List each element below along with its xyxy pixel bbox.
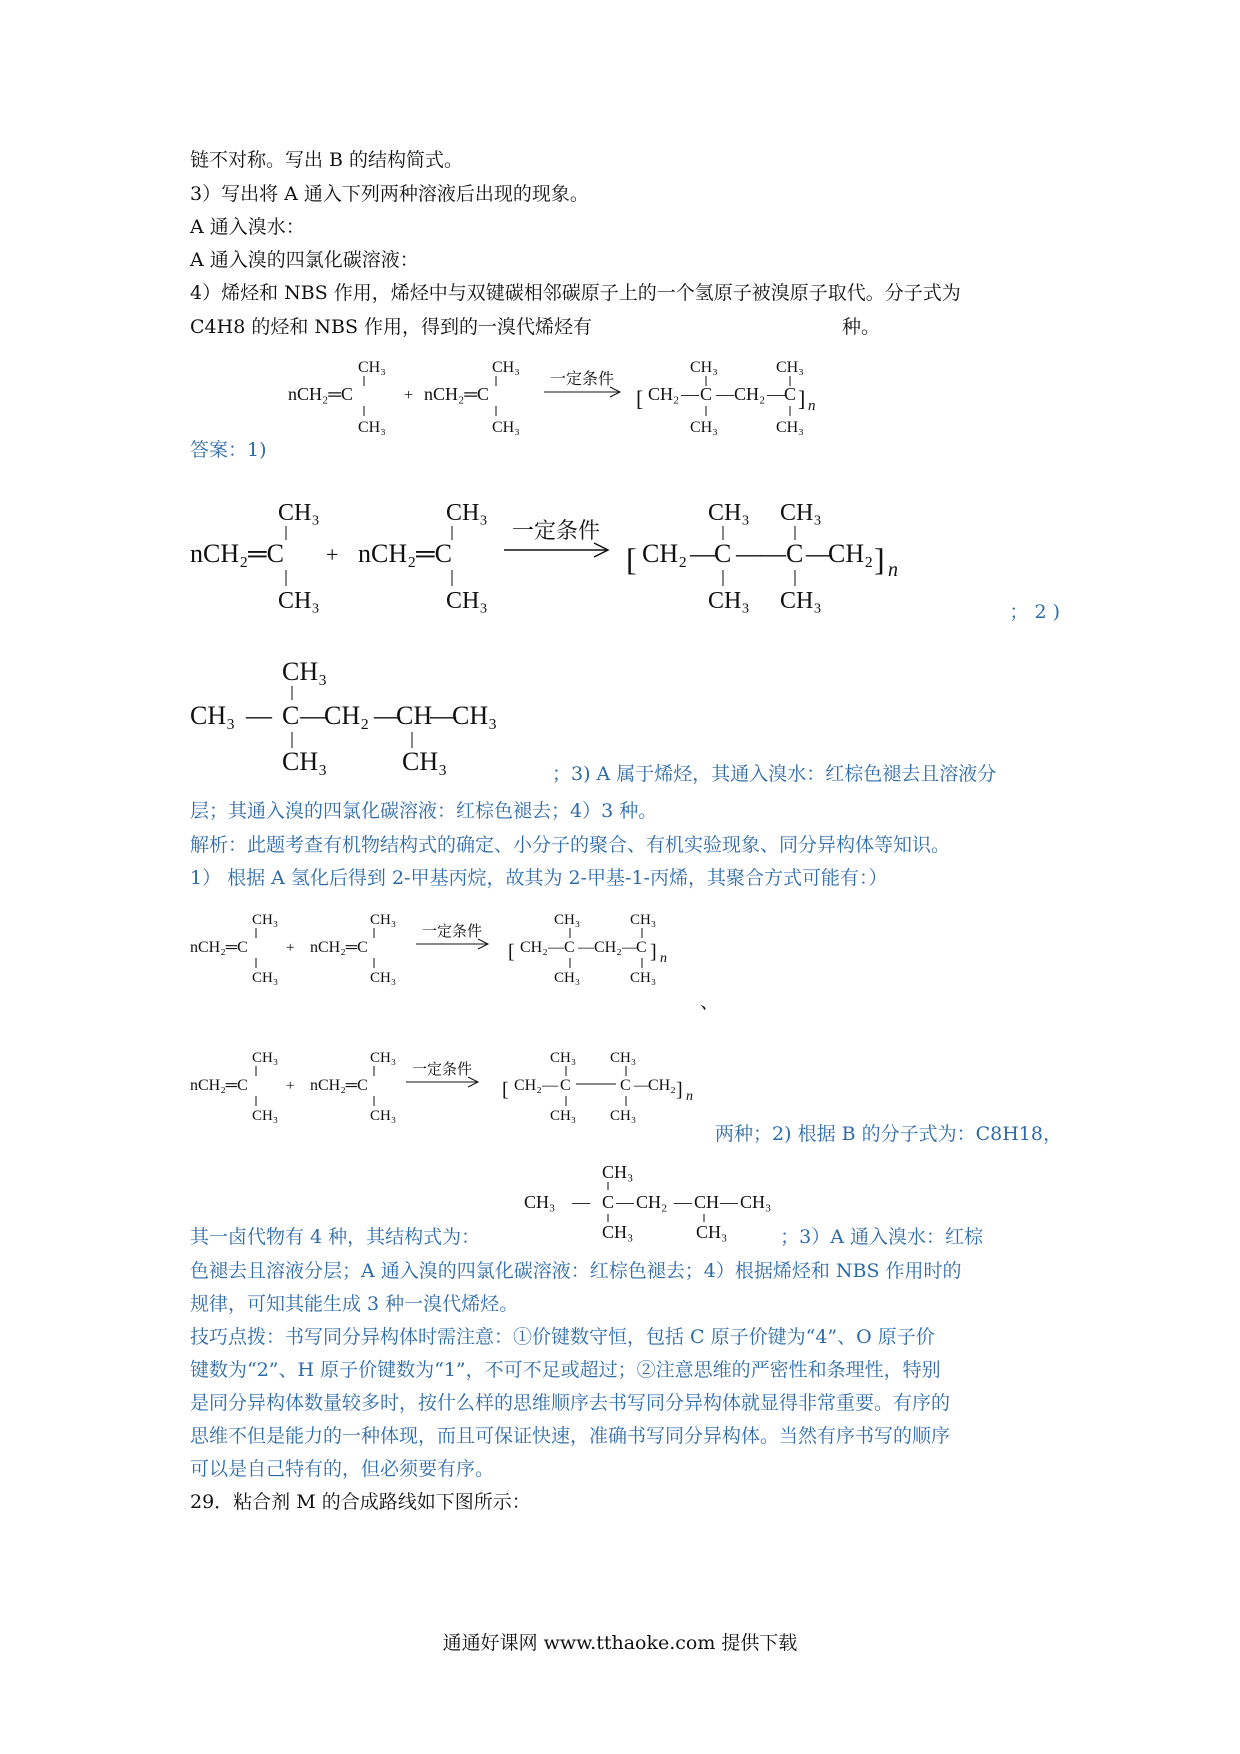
bond-dash: —	[374, 701, 400, 730]
answer-part4: 层；其通入溴的四氯化碳溶液：红棕色褪去；4）3 种。	[190, 800, 658, 822]
subscript-n: n	[888, 559, 898, 581]
methyl-label: CH₃	[446, 500, 488, 526]
bond-dash: —	[578, 939, 594, 956]
ch2-label: CH₂	[648, 1077, 676, 1094]
bond-dash: —	[542, 1077, 558, 1094]
carbon-label: C	[560, 1077, 571, 1094]
methyl-label: CH₃	[370, 912, 397, 928]
analysis-line: 解析：此题考查有机物结构式的确定、小分子的聚合、有机实验现象、同分异构体等知识。	[190, 834, 951, 856]
plus-sign: +	[286, 940, 295, 956]
ch2-label: CH₂	[514, 1077, 542, 1094]
bond-dash: —	[674, 1192, 692, 1212]
methyl-label: CH₃	[492, 359, 520, 376]
methyl-label: CH₃	[776, 419, 804, 436]
subscript-n: n	[686, 1089, 693, 1104]
ch-label: CH	[396, 701, 433, 730]
carbon-label: C	[714, 539, 732, 568]
bond-dash: —	[760, 539, 786, 568]
methyl-label: CH₃	[252, 912, 279, 928]
methyl-label: CH₃	[252, 970, 279, 986]
methyl-label: CH₃	[610, 1108, 637, 1124]
polymerization-equation-analysis-2	[190, 1040, 710, 1130]
text-line: 链不对称。写出 B 的结构简式。	[190, 149, 464, 171]
text-fragment: C4H8 的烃和 NBS 作用，得到的一溴代烯烃有	[190, 316, 593, 338]
answer-part2-label: ； 2 )	[1009, 601, 1060, 623]
bond-dash: —	[246, 701, 272, 730]
condition-label: 一定条件	[422, 924, 483, 940]
methyl-label: CH₃	[776, 359, 804, 376]
methyl-label: CH₃	[630, 970, 657, 986]
methyl-label: CH₃	[370, 1108, 397, 1124]
bond-dash: —	[300, 701, 326, 730]
methyl-label: CH₃	[524, 1192, 556, 1212]
methyl-label: CH₃	[278, 588, 320, 614]
methyl-label: CH₃	[690, 419, 718, 436]
bracket-close: ]	[676, 1079, 683, 1101]
text-line: A 通入溴水：	[190, 216, 305, 238]
polymerization-equation-large	[190, 490, 930, 620]
methyl-label: CH₃	[190, 701, 236, 730]
answer-part3: ；3) A 属于烯烃，其通入溴水：红棕色褪去且溶液分	[552, 763, 997, 785]
structure-b	[190, 648, 550, 778]
page-footer: 通通好课网 www.tthaoke.com 提供下载	[442, 1632, 798, 1654]
text-line: 4）烯烃和 NBS 作用，烯烃中与双键碳相邻碳原子上的一个氢原子被溴原子取代。分子式为	[190, 282, 961, 304]
condition-label: 一定条件	[412, 1062, 473, 1078]
methyl-label: CH₃	[550, 1050, 577, 1066]
analysis-line: 规律，可知其能生成 3 种一溴代烯烃。	[190, 1293, 519, 1315]
bracket-close: ]	[874, 541, 885, 577]
bracket-open: [	[636, 386, 644, 411]
text-fragment: ；3）A 通入溴水：红棕	[780, 1226, 984, 1248]
bond-dash: —	[572, 1192, 590, 1212]
analysis-line: 色褪去且溶液分层；A 通入溴的四氯化碳溶液：红棕色褪去；4）根据烯烃和 NBS 作用时的	[190, 1260, 962, 1282]
bond-dash: —	[736, 539, 762, 568]
analysis-line: 1） 根据 A 氢化后得到 2-甲基丙烷，故其为 2-甲基-1-丙烯，其聚合方式可能有：）	[190, 867, 888, 889]
carbon-label: C	[784, 384, 797, 404]
question-29: 29．粘合剂 M 的合成路线如下图所示：	[190, 1491, 531, 1513]
bond-dash: —	[806, 539, 832, 568]
answer-label: 答案：1)	[190, 439, 267, 461]
carbon-label: C	[620, 1077, 631, 1094]
bond-dash: —	[720, 1192, 738, 1212]
bond-dash: —	[548, 939, 564, 956]
bond-dash: —	[767, 384, 785, 404]
methyl-label: CH₃	[610, 1050, 637, 1066]
text-fragment: 种。	[842, 316, 881, 338]
carbon-label: C	[564, 939, 575, 956]
methyl-label: CH₃	[402, 747, 448, 776]
bracket-open: [	[502, 1079, 509, 1101]
condition-label: 一定条件	[512, 518, 601, 543]
methyl-label: CH₃	[740, 1192, 772, 1212]
methyl-label: CH₃	[358, 359, 386, 376]
tip-line: 键数为“2”、H 原子价键数为“1”，不可不足或超过；②注意思维的严密性和条理性，特别	[190, 1359, 941, 1381]
ch2-label: CH₂	[636, 1192, 668, 1212]
methyl-label: CH₃	[690, 359, 718, 376]
methyl-label: CH₃	[446, 588, 488, 614]
methyl-label: CH₃	[708, 500, 750, 526]
methyl-label: CH₃	[550, 1108, 577, 1124]
methyl-label: CH₃	[358, 419, 386, 436]
methyl-label: CH₃	[370, 970, 397, 986]
methyl-label: CH₃	[630, 912, 657, 928]
subscript-n: n	[660, 951, 667, 966]
plus-sign: +	[326, 542, 339, 567]
methyl-label: CH₃	[554, 970, 581, 986]
tip-line: 可以是自己特有的，但必须要有序。	[190, 1458, 495, 1480]
analysis-line	[190, 1221, 1062, 1253]
monomer-a: nCH₂═C	[190, 939, 248, 956]
carbon-label: C	[786, 539, 804, 568]
condition-label: 一定条件	[550, 371, 615, 388]
monomer-b: nCH₂═C	[310, 939, 368, 956]
methyl-label: CH₃	[708, 588, 750, 614]
plus-sign: +	[404, 387, 414, 404]
bond-dash: —	[430, 701, 456, 730]
methyl-label: CH₃	[452, 701, 498, 730]
monomer-a: nCH₂═C	[288, 384, 354, 404]
polymerization-equation	[288, 348, 848, 440]
methyl-label: CH₃	[602, 1222, 634, 1242]
methyl-label: CH₃	[282, 747, 328, 776]
ch2-label: CH₂	[594, 939, 622, 956]
bond-dash: —	[690, 539, 716, 568]
carbon-label: C	[636, 939, 647, 956]
bracket-open: [	[626, 541, 637, 577]
bracket-close: ]	[798, 386, 806, 411]
ch2-label: CH₂	[520, 939, 548, 956]
bracket-close: ]	[650, 941, 657, 963]
bond-dash: —	[634, 1077, 650, 1094]
text-fragment: 其一卤代物有 4 种，其结构式为：	[190, 1226, 481, 1248]
ch2-label: CH₂	[828, 539, 874, 568]
bond-dash: —	[681, 384, 699, 404]
ch2-label: CH₂	[642, 539, 688, 568]
tip-line: 是同分异构体数量较多时，按什么样的思维顺序去书写同分异构体就显得非常重要。有序的	[190, 1392, 951, 1414]
polymerization-equation-analysis-1	[190, 902, 710, 992]
ch2-label: CH₂	[324, 701, 370, 730]
subscript-n: n	[808, 398, 816, 414]
methyl-label: CH₃	[780, 588, 822, 614]
carbon-label: C	[602, 1192, 615, 1212]
bond-dash: —	[616, 1192, 634, 1212]
methyl-label: CH₃	[602, 1162, 634, 1182]
methyl-label: CH₃	[554, 912, 581, 928]
ch-label: CH	[694, 1192, 720, 1212]
methyl-label: CH₃	[252, 1108, 279, 1124]
monomer-b: nCH₂═C	[310, 1077, 368, 1094]
plus-sign: +	[286, 1078, 295, 1094]
bracket-open: [	[508, 941, 515, 963]
methyl-label: CH₃	[370, 1050, 397, 1066]
methyl-label: CH₃	[282, 657, 328, 686]
text-line	[190, 311, 1062, 343]
ch2-label: CH₂	[648, 384, 680, 404]
analysis-line: 两种；2) 根据 B 的分子式为：C8H18，	[715, 1123, 1062, 1145]
ch2-label: CH₂	[734, 384, 766, 404]
separator-comma: 、	[700, 991, 720, 1013]
bond-dash: —	[716, 384, 734, 404]
monomer-a: nCH₂═C	[190, 1077, 248, 1094]
methyl-label: CH₃	[252, 1050, 279, 1066]
methyl-label: CH₃	[492, 419, 520, 436]
monomer-b: nCH₂═C	[358, 539, 452, 568]
carbon-label: C	[282, 701, 300, 730]
text-line: A 通入溴的四氯化碳溶液：	[190, 249, 419, 271]
monomer-b: nCH₂═C	[424, 384, 490, 404]
bond-dash: —	[622, 939, 638, 956]
tip-line: 技巧点拨：书写同分异构体时需注意：①价键数守恒，包括 C 原子价键为“4”、O 原子价	[190, 1326, 935, 1348]
monomer-a: nCH₂═C	[190, 539, 284, 568]
methyl-label: CH₃	[780, 500, 822, 526]
tip-line: 思维不但是能力的一种体现，而且可保证快速，准确书写同分异构体。当然有序书写的顺序	[190, 1425, 951, 1447]
carbon-label: C	[700, 384, 713, 404]
text-line: 3）写出将 A 通入下列两种溶液后出现的现象。	[190, 183, 589, 205]
methyl-label: CH₃	[696, 1222, 728, 1242]
methyl-label: CH₃	[278, 500, 320, 526]
